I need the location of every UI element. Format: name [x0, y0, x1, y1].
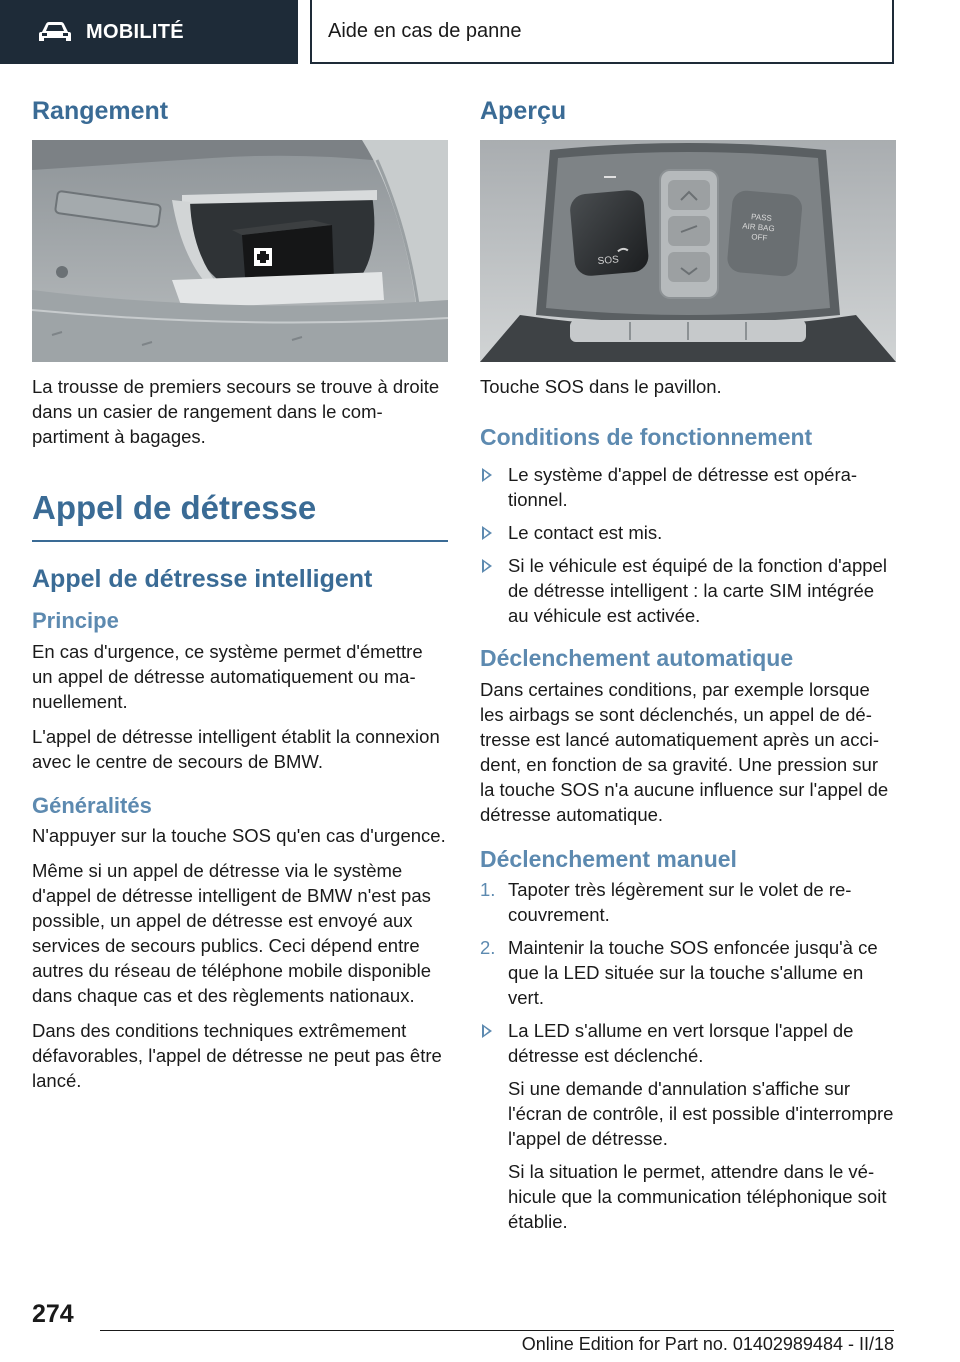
result-list — [480, 1018, 896, 1068]
edition-text: Online Edition for Part no. 01402989484 - II/18 — [521, 1334, 894, 1354]
steps-list — [480, 877, 896, 1010]
footer-divider — [100, 1330, 894, 1331]
step-number: 1. — [480, 879, 496, 901]
section-label: MOBILITÉ — [86, 20, 184, 43]
list-item — [480, 553, 896, 628]
airbag-label-2: AIR BAG — [741, 221, 776, 234]
list-item-text: Si le véhicule est équipé de la fonction d'appel de détresse intelligent : la carte SIM intégrée au véhicule est activée. — [508, 554, 887, 626]
list-item-text: Le contact est mis. — [508, 521, 663, 543]
triangle-bullet-icon — [482, 1024, 492, 1038]
sos-button-label: SOS — [597, 254, 620, 268]
trunk-storage-photo — [32, 140, 448, 362]
intelligent-heading: Appel de détresse intelligent — [32, 564, 373, 593]
step-number: 2. — [480, 937, 496, 959]
chapter-header — [310, 0, 894, 64]
left-column — [32, 96, 448, 1103]
sos-button-photo — [480, 140, 896, 362]
conditions-list — [480, 462, 896, 628]
generalites-paragraph-1: N'appuyer sur la touche SOS qu'en cas d'urgence. — [32, 825, 446, 847]
generalites-heading: Généralités — [32, 792, 152, 818]
step-text: Maintenir la touche SOS enfoncée jusqu'à ce que la LED située sur la touche s'allume en vert. — [508, 937, 878, 1009]
airbag-label-3: OFF — [750, 232, 768, 243]
apercu-heading: Aperçu — [480, 97, 567, 125]
list-item-text: Le système d'appel de détresse est opérationnel. — [508, 463, 858, 510]
right-column — [480, 96, 896, 1242]
list-item-text: La LED s'allume en vert lorsque l'appel de détresse est déclenché. — [508, 1020, 854, 1067]
rangement-text: La trousse de premiers secours se trouve à droite dans un casier de rangement dans le compartiment à bagages. — [32, 376, 440, 447]
conditions-heading: Conditions de fonctionnement — [480, 424, 813, 450]
rangement-heading: Rangement — [32, 97, 169, 125]
auto-heading: Déclenchement automatique — [480, 644, 794, 671]
auto-paragraph: Dans certaines conditions, par exemple lorsque les airbags se sont déclenchés, un appel de détresse est lancé automatiquement après un accident, en fonction de sa gravité. Une pression sur la touche SOS n'a aucune influence sur l'appel de détresse automatique. — [480, 678, 889, 825]
triangle-bullet-icon — [482, 559, 492, 573]
car-icon — [38, 20, 72, 44]
list-item — [480, 1018, 896, 1068]
page-number: 274 — [32, 1300, 74, 1328]
result-paragraph-1: Si une demande d'annulation s'affiche sur l'écran de contrôle, il est possible d'interrompre l'appel de détresse. — [508, 1078, 894, 1150]
generalites-paragraph-2: Même si un appel de détresse via le système d'appel de détresse intelligent de BMW n'est pas possible, un appel de détresse est envoyé aux services de secours publics. Ceci dépend entre autres du réseau de téléphone mobile disponible dans chaque cas et des règlements nationaux. — [32, 860, 432, 1007]
appel-heading: Appel de détresse — [32, 487, 448, 542]
step-item — [480, 935, 896, 1010]
chapter-title: Aide en cas de panne — [328, 19, 522, 42]
principe-heading: Principe — [32, 608, 119, 634]
result-paragraph-2: Si la situation le permet, attendre dans le véhicule que la communication téléphonique soit établie. — [508, 1161, 887, 1233]
manuel-heading: Déclenchement manuel — [480, 845, 737, 872]
list-item — [480, 520, 896, 545]
generalites-paragraph-3: Dans des conditions techniques extrêmement défavorables, l'appel de détresse ne peut pas être lancé. — [32, 1020, 442, 1092]
step-text: Tapoter très légèrement sur le volet de recouvrement. — [508, 879, 852, 926]
section-tab — [0, 0, 298, 64]
airbag-label-1: PASS — [750, 212, 773, 223]
list-item — [480, 462, 896, 512]
triangle-bullet-icon — [482, 526, 492, 540]
apercu-caption: Touche SOS dans le pavillon. — [480, 376, 722, 397]
triangle-bullet-icon — [482, 468, 492, 482]
step-item — [480, 877, 896, 927]
principe-paragraph-2: L'appel de détresse intelligent établit la connexion avec le centre de secours de BMW. — [32, 725, 440, 772]
principe-paragraph-1: En cas d'urgence, ce système permet d'émettre un appel de détresse automatiquement ou manuellement. — [32, 640, 423, 712]
